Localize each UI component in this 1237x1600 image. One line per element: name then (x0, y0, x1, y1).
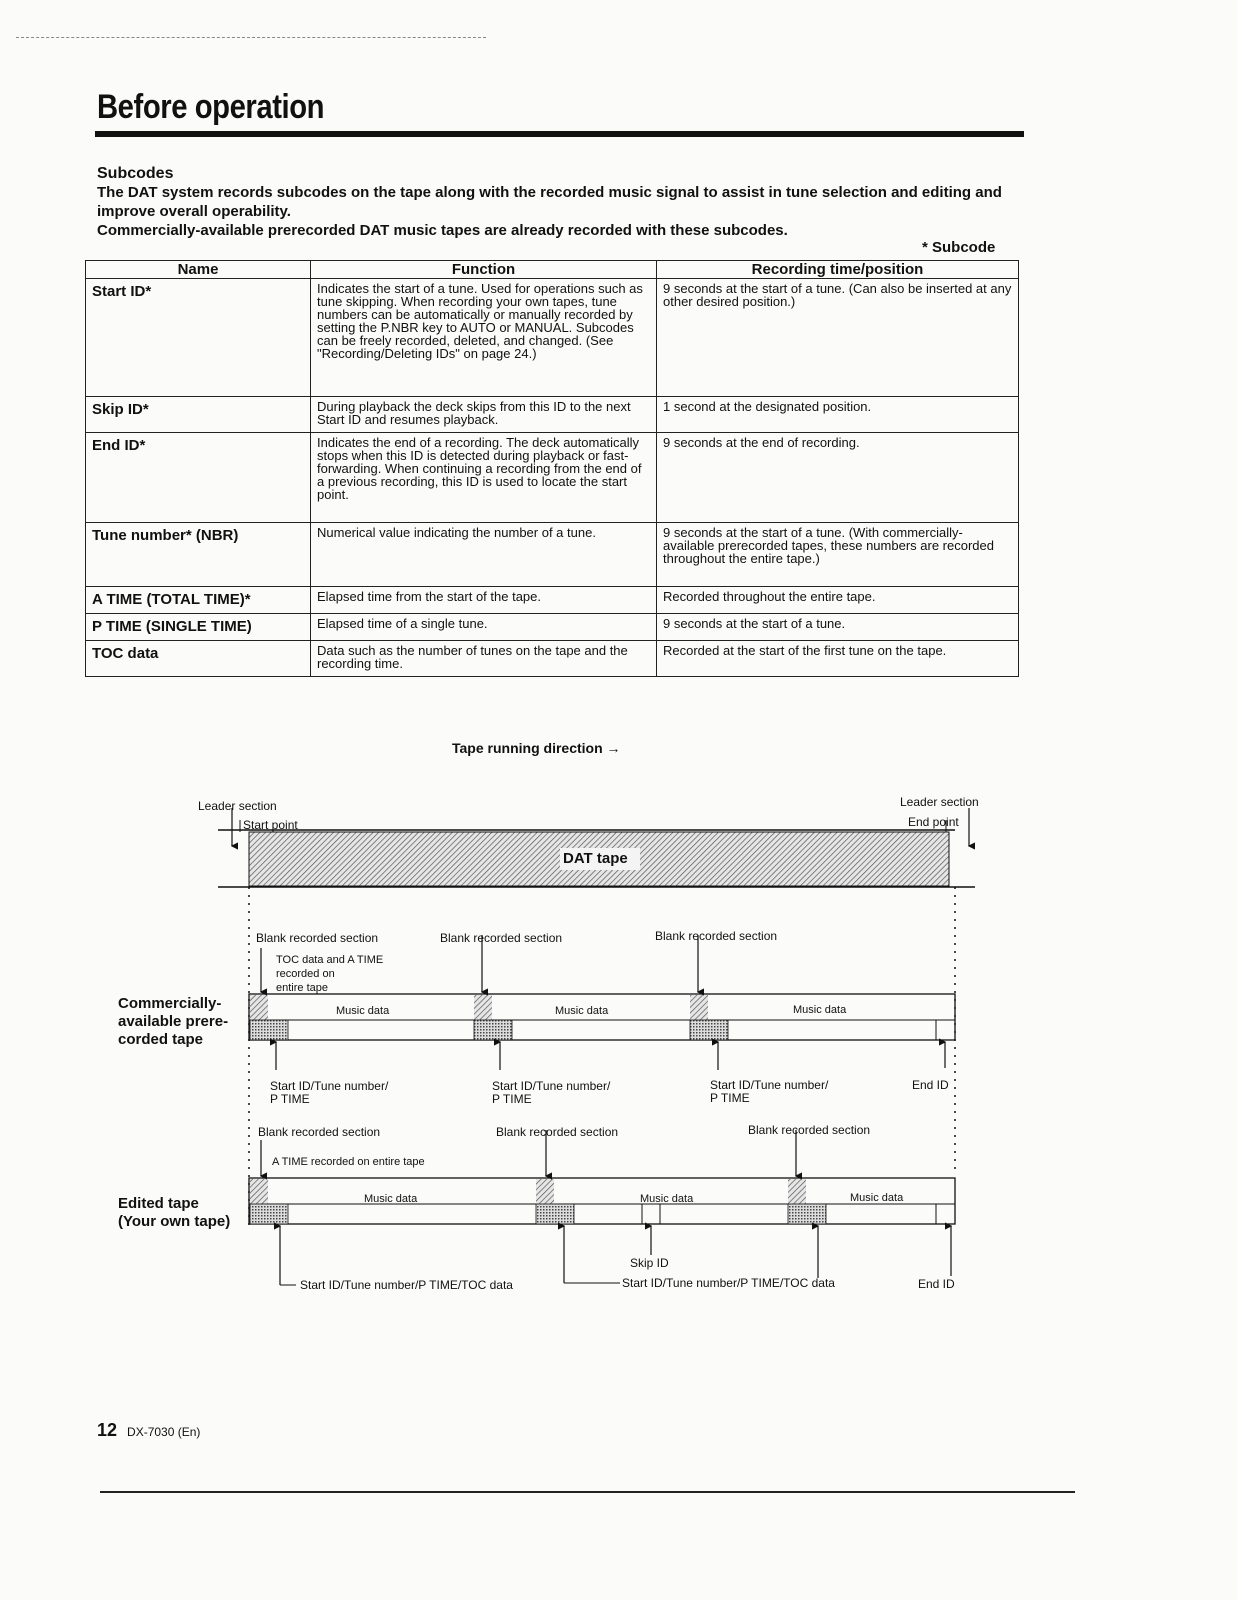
toc-note-line: entire tape (276, 982, 328, 994)
row-time: Recorded at the start of the first tune on the tape. (657, 641, 1019, 677)
blank-section-label: Blank recorded section (440, 931, 563, 945)
row-name: TOC data (86, 641, 311, 677)
intro-paragraph-1: The DAT system records subcodes on the tape along with the recorded music signal to assist in tune selection and editing and improve overall operability. (97, 184, 1002, 220)
atime-note: A TIME recorded on entire tape (272, 1156, 425, 1168)
dat-tape-label: DAT tape (563, 850, 628, 867)
page-number: 12 (97, 1420, 118, 1440)
start-toc-label: Start ID/Tune number/P TIME/TOC data (300, 1278, 513, 1292)
leader-section-left: Leader section (198, 799, 277, 813)
blank-section-label: Blank recorded section (655, 929, 778, 943)
toc-note-line: TOC data and A TIME (276, 954, 384, 966)
music-data-label: Music data (555, 1005, 609, 1017)
toc-note-line: recorded on (276, 968, 335, 980)
row-time: 9 seconds at the start of a tune. (With commercially-available prerecorded tapes, these numbers are recorded throughout the entire tape.) (657, 523, 1019, 587)
edited-tape-label (118, 1195, 230, 1231)
start-ptime-line: Start ID/Tune number/ (492, 1079, 611, 1093)
edited-label-line: Edited tape (118, 1195, 199, 1212)
blank-section-label: Blank recorded section (258, 1125, 381, 1139)
commercial-label-line: Commercially- (118, 995, 222, 1012)
skip-id-label: Skip ID (630, 1256, 669, 1270)
page-title: Before operation (97, 88, 325, 126)
row-name: End ID* (86, 433, 311, 523)
start-point-label: Start point (243, 818, 298, 832)
leader-section-right: Leader section (900, 795, 979, 809)
row-time: 1 second at the designated position. (657, 397, 1019, 433)
header-recording-time: Recording time/position (657, 261, 1019, 279)
header-name: Name (86, 261, 311, 279)
row-time: 9 seconds at the start of a tune. (Can also be inserted at any other desired position.) (657, 279, 1019, 397)
start-toc-label: Start ID/Tune number/P TIME/TOC data (622, 1276, 835, 1290)
row-name: Skip ID* (86, 397, 311, 433)
blank-section-label: Blank recorded section (256, 931, 379, 945)
row-name: Start ID* (86, 279, 311, 397)
end-id-label: End ID (918, 1277, 955, 1291)
commercial-label-line: corded tape (118, 1031, 204, 1048)
page-footer (97, 1420, 200, 1441)
intro-paragraph-2: Commercially-available prerecorded DAT music tapes are already recorded with these subcodes. (97, 222, 788, 239)
row-name: Tune number* (NBR) (86, 523, 311, 587)
row-function: Elapsed time from the start of the tape. (311, 587, 657, 614)
row-name: A TIME (TOTAL TIME)* (86, 587, 311, 614)
music-data-label: Music data (364, 1193, 418, 1205)
start-ptime-line: P TIME (710, 1091, 750, 1105)
start-ptime-line: P TIME (270, 1092, 310, 1106)
tape-direction-label: Tape running direction → (452, 740, 621, 756)
row-function: Indicates the end of a recording. The deck automatically stops when this ID is detected during playback or fast-forwarding. When continuing a recording from the end of a previous recording, this ID is used to locate the start point. (311, 433, 657, 523)
start-ptime-line: Start ID/Tune number/ (270, 1079, 389, 1093)
model-label: DX-7030 (En) (127, 1425, 201, 1439)
subcode-legend: * Subcode (922, 239, 996, 256)
music-data-label: Music data (793, 1004, 847, 1016)
commercial-tape-label (118, 995, 228, 1049)
start-ptime-line: P TIME (492, 1092, 532, 1106)
commercial-label-line: available prere- (118, 1013, 229, 1030)
row-name: P TIME (SINGLE TIME) (86, 614, 311, 641)
blank-section-label: Blank recorded section (496, 1125, 619, 1139)
row-function: Numerical value indicating the number of a tune. (311, 523, 657, 587)
header-function: Function (311, 261, 657, 279)
intro-heading: Subcodes (97, 165, 174, 182)
row-function: During playback the deck skips from this ID to the next Start ID and resumes playback. (311, 397, 657, 433)
row-time: Recorded throughout the entire tape. (657, 587, 1019, 614)
music-data-label: Music data (640, 1193, 694, 1205)
row-function: Indicates the start of a tune. Used for operations such as tune skipping. When recording your own tapes, tune numbers can be automatically or manually recorded by setting the P.NBR key to AUTO or MANUAL. Subcodes can be freely recorded, deleted, and changed. (See "Recording/Deleting IDs" on page 24.) (311, 279, 657, 397)
start-ptime-line: Start ID/Tune number/ (710, 1078, 829, 1092)
row-time: 9 seconds at the start of a tune. (657, 614, 1019, 641)
row-time: 9 seconds at the end of recording. (657, 433, 1019, 523)
edited-label-line: (Your own tape) (118, 1213, 231, 1230)
music-data-label: Music data (850, 1192, 904, 1204)
row-function: Data such as the number of tunes on the tape and the recording time. (311, 641, 657, 677)
music-data-label: Music data (336, 1005, 390, 1017)
end-point-label: End point (908, 815, 959, 829)
blank-section-label: Blank recorded section (748, 1123, 871, 1137)
end-id-label: End ID (912, 1078, 949, 1092)
row-function: Elapsed time of a single tune. (311, 614, 657, 641)
